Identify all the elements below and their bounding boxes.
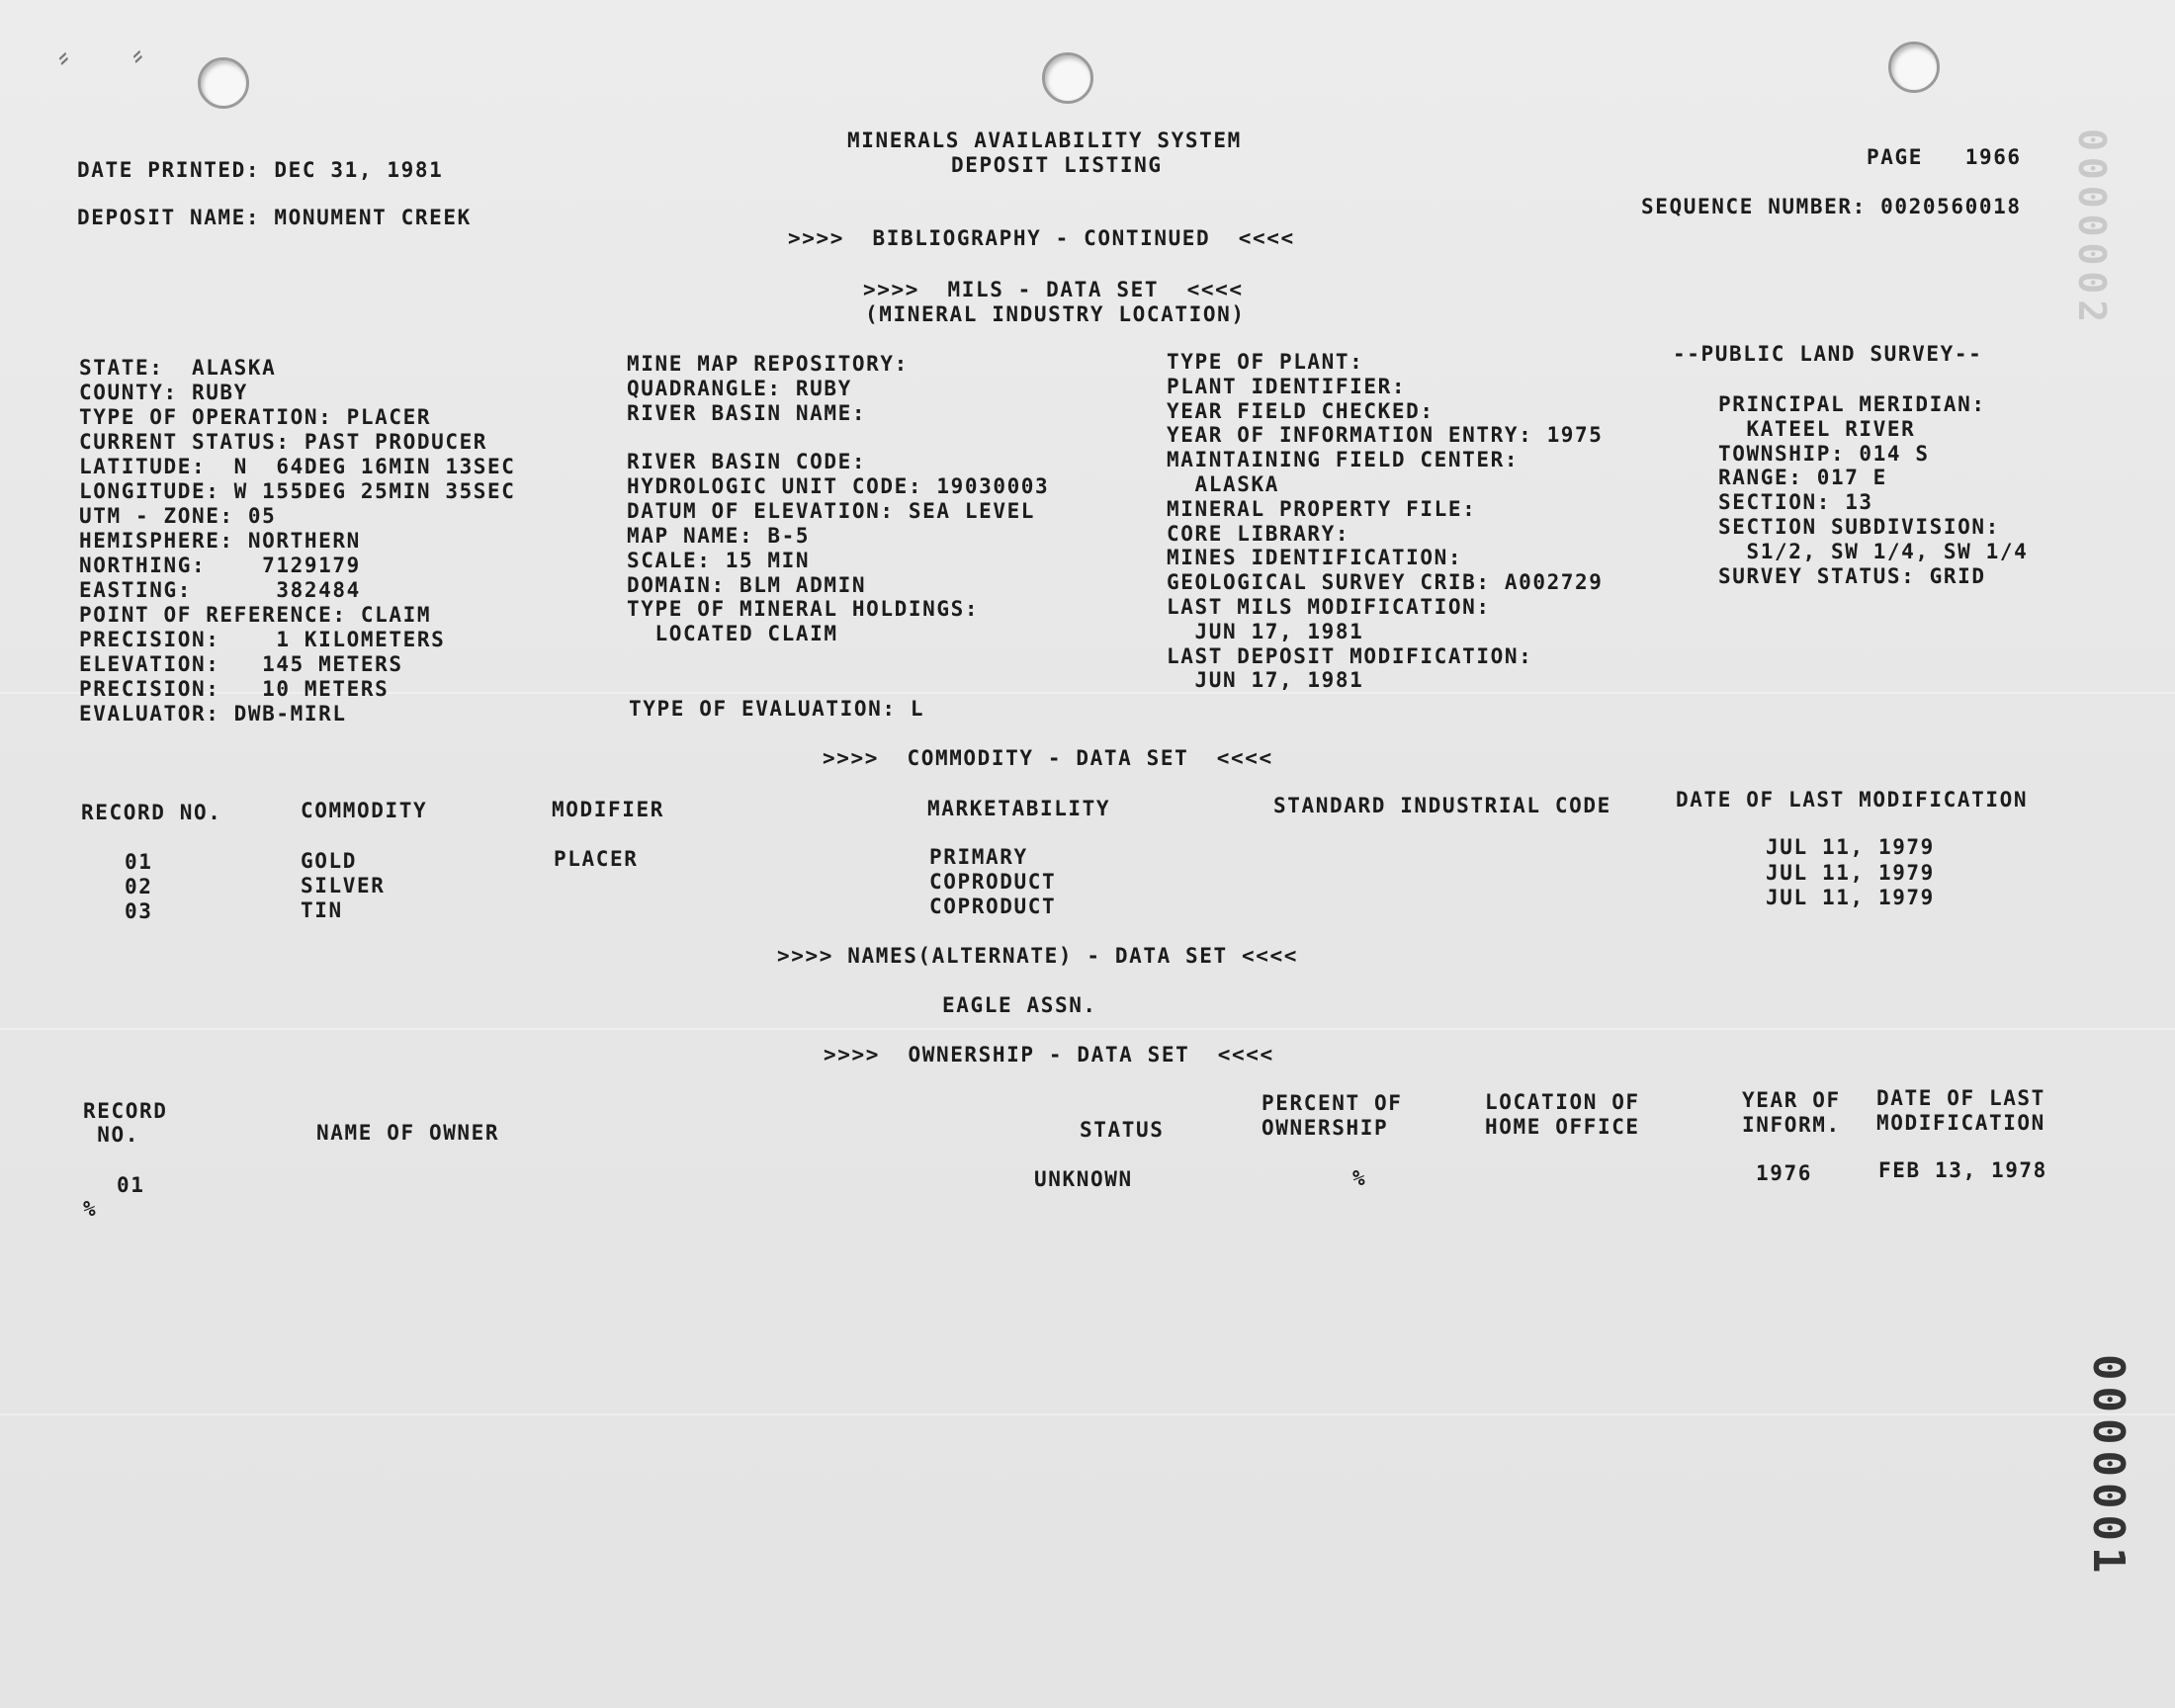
field-line: TYPE OF PLANT: <box>1167 350 1364 374</box>
system-title: MINERALS AVAILABILITY SYSTEM <box>847 128 1242 152</box>
commodity-header-modifier: MODIFIER <box>552 798 664 821</box>
commodity-header-record: RECORD NO. <box>81 801 222 824</box>
field-line: PRECISION: 1 KILOMETERS <box>79 628 446 651</box>
date-printed: DATE PRINTED: DEC 31, 1981 <box>77 158 444 182</box>
ownership-record: 01 <box>117 1173 145 1197</box>
field-line: PRECISION: 10 METERS <box>79 677 390 701</box>
ownership-header-date: DATE OF LAST <box>1876 1086 2045 1110</box>
field-line: LAST MILS MODIFICATION: <box>1167 595 1491 619</box>
ownership-trailing-mark: % <box>83 1197 98 1221</box>
type-of-evaluation: TYPE OF EVALUATION: L <box>629 697 925 721</box>
sequence-number: SEQUENCE NUMBER: 0020560018 <box>1641 195 2022 218</box>
margin-stamp-bottom: 0000001 <box>2083 1354 2133 1580</box>
field-line: UTM - ZONE: 05 <box>79 504 277 528</box>
bibliography-heading: >>>> BIBLIOGRAPHY - CONTINUED <<<< <box>788 226 1295 250</box>
commodity-marketability: COPRODUCT <box>929 895 1057 918</box>
commodity-header-sic: STANDARD INDUSTRIAL CODE <box>1273 794 1611 817</box>
field-line: SECTION: 13 <box>1718 490 1873 515</box>
field-line: LAST DEPOSIT MODIFICATION: <box>1167 643 1533 668</box>
commodity-marketability: PRIMARY <box>929 845 1028 869</box>
field-line: COUNTY: RUBY <box>79 381 248 404</box>
commodity-header-marketability: MARKETABILITY <box>927 797 1111 820</box>
commodity-modifier: PLACER <box>554 847 639 871</box>
commodity-date: JUL 11, 1979 <box>1766 886 1935 909</box>
names-heading: >>>> NAMES(ALTERNATE) - DATA SET <<<< <box>777 944 1298 968</box>
field-line: JUN 17, 1981 <box>1167 668 1364 693</box>
field-line: LOCATED CLAIM <box>627 622 838 646</box>
field-line: HYDROLOGIC UNIT CODE: 19030003 <box>627 473 1050 498</box>
field-line: PLANT IDENTIFIER: <box>1167 374 1407 398</box>
field-line: RANGE: 017 E <box>1718 466 1887 490</box>
mils-subheading: (MINERAL INDUSTRY LOCATION) <box>865 302 1246 326</box>
field-line: MINE MAP REPOSITORY: <box>627 352 909 376</box>
ownership-header-year: INFORM. <box>1742 1113 1841 1137</box>
ownership-header-year: YEAR OF <box>1742 1088 1841 1112</box>
field-line: S1/2, SW 1/4, SW 1/4 <box>1718 539 2029 563</box>
commodity-record: 02 <box>125 875 153 898</box>
alternate-name: EAGLE ASSN. <box>942 993 1097 1017</box>
public-land-survey-heading: --PUBLIC LAND SURVEY-- <box>1673 342 1983 366</box>
field-line: GEOLOGICAL SURVEY CRIB: A002729 <box>1167 570 1604 595</box>
commodity-header-date: DATE OF LAST MODIFICATION <box>1676 788 2029 811</box>
commodity-date: JUL 11, 1979 <box>1766 835 1935 859</box>
commodity-name: SILVER <box>301 874 386 897</box>
ownership-year: 1976 <box>1756 1161 1812 1185</box>
ownership-header-percent: OWNERSHIP <box>1262 1116 1389 1140</box>
field-line: JUN 17, 1981 <box>1167 619 1364 643</box>
field-line: LATITUDE: N 64DEG 16MIN 13SEC <box>79 455 516 478</box>
field-line: LONGITUDE: W 155DEG 25MIN 35SEC <box>79 479 516 503</box>
punch-hole-icon <box>1042 52 1093 104</box>
field-line: NORTHING: 7129179 <box>79 554 361 577</box>
commodity-record: 03 <box>125 899 153 923</box>
ownership-header-record: RECORD <box>83 1099 168 1123</box>
field-line: MAP NAME: B-5 <box>627 523 811 548</box>
deposit-name: DEPOSIT NAME: MONUMENT CREEK <box>77 206 472 229</box>
commodity-record: 01 <box>125 850 153 874</box>
field-line: EASTING: 382484 <box>79 578 361 602</box>
scuff-mark-icon: ⸗ <box>123 36 152 75</box>
field-line: ELEVATION: 145 METERS <box>79 652 403 676</box>
field-line: MINES IDENTIFICATION: <box>1167 546 1463 570</box>
scuff-mark-icon: ⸗ <box>48 38 78 77</box>
field-line: POINT OF REFERENCE: CLAIM <box>79 603 432 627</box>
scan-band <box>0 1028 2175 1030</box>
punch-hole-icon <box>1888 42 1940 93</box>
field-line: ALASKA <box>1167 472 1279 496</box>
ownership-percent: % <box>1352 1166 1367 1190</box>
field-line: KATEEL RIVER <box>1718 416 1916 441</box>
ownership-header-name: NAME OF OWNER <box>316 1121 500 1145</box>
page-number: PAGE 1966 <box>1867 145 2022 169</box>
ownership-date: FEB 13, 1978 <box>1878 1158 2047 1182</box>
field-line: MAINTAINING FIELD CENTER: <box>1167 448 1520 472</box>
field-line: PRINCIPAL MERIDIAN: <box>1718 392 1986 416</box>
field-line: EVALUATOR: DWB-MIRL <box>79 702 347 726</box>
ownership-heading: >>>> OWNERSHIP - DATA SET <<<< <box>824 1043 1274 1067</box>
field-line: SECTION SUBDIVISION: <box>1718 515 2000 539</box>
field-line: TYPE OF MINERAL HOLDINGS: <box>627 597 980 622</box>
scan-band <box>0 1413 2175 1415</box>
ownership-header-status: STATUS <box>1080 1118 1165 1142</box>
ownership-status: UNKNOWN <box>1034 1167 1133 1191</box>
field-line: CORE LIBRARY: <box>1167 521 1350 546</box>
field-line: SURVEY STATUS: GRID <box>1718 563 1986 588</box>
ownership-header-date: MODIFICATION <box>1876 1111 2045 1135</box>
margin-stamp-top: 0000002 <box>2070 128 2114 329</box>
ownership-header-location: LOCATION OF <box>1485 1090 1640 1114</box>
field-line: DATUM OF ELEVATION: SEA LEVEL <box>627 498 1036 523</box>
commodity-name: TIN <box>301 898 343 922</box>
ownership-header-percent: PERCENT OF <box>1262 1091 1403 1115</box>
field-line: QUADRANGLE: RUBY <box>627 376 852 400</box>
commodity-header-commodity: COMMODITY <box>301 799 428 822</box>
field-line: DOMAIN: BLM ADMIN <box>627 572 867 597</box>
field-line: TOWNSHIP: 014 S <box>1718 441 1930 466</box>
commodity-date: JUL 11, 1979 <box>1766 861 1935 885</box>
commodity-marketability: COPRODUCT <box>929 870 1057 894</box>
field-line: SCALE: 15 MIN <box>627 548 811 572</box>
punch-hole-icon <box>198 57 249 109</box>
field-line: RIVER BASIN CODE: <box>627 450 867 473</box>
field-line: HEMISPHERE: NORTHERN <box>79 529 361 553</box>
field-line: CURRENT STATUS: PAST PRODUCER <box>79 430 488 454</box>
mils-heading: >>>> MILS - DATA SET <<<< <box>863 278 1244 301</box>
field-line: YEAR OF INFORMATION ENTRY: 1975 <box>1167 423 1604 448</box>
commodity-name: GOLD <box>301 849 357 873</box>
field-line: MINERAL PROPERTY FILE: <box>1167 496 1477 521</box>
field-line: RIVER BASIN NAME: <box>627 400 867 425</box>
listing-title: DEPOSIT LISTING <box>951 153 1163 177</box>
ownership-header-record: NO. <box>83 1123 139 1147</box>
field-line: YEAR FIELD CHECKED: <box>1167 398 1435 423</box>
field-line: TYPE OF OPERATION: PLACER <box>79 405 432 429</box>
commodity-heading: >>>> COMMODITY - DATA SET <<<< <box>823 746 1273 770</box>
field-line: STATE: ALASKA <box>79 356 277 380</box>
ownership-header-location: HOME OFFICE <box>1485 1115 1640 1139</box>
